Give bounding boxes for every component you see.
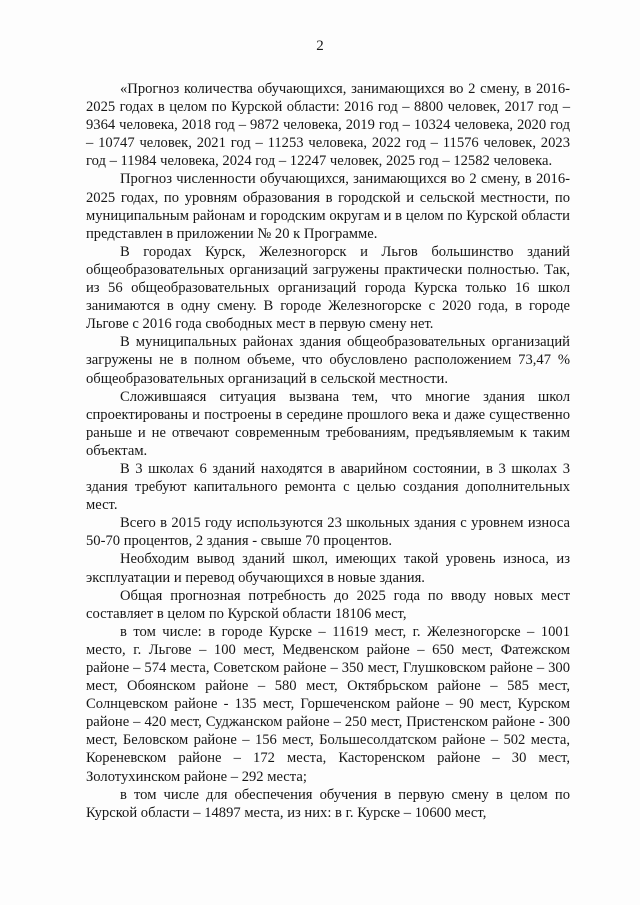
paragraph-total-need: Общая прогнозная потребность до 2025 года по вводу новых мест составляет в целом по Курской области 18106 мест, — [86, 587, 570, 622]
document-body — [86, 80, 570, 822]
paragraph-emergency-buildings: В 3 школах 6 зданий находятся в аварийном состоянии, в 3 школах 3 здания требуют капитального ремонта с целью создания дополнительных мест. — [86, 460, 570, 514]
paragraph-situation-cause: Сложившаяся ситуация вызвана тем, что многие здания школ спроектированы и построены в середине прошлого века и даже существенно раньше и не отвечают современным требованиям, предъявляемым к таким объектам. — [86, 388, 570, 459]
paragraph-wear-level: Всего в 2015 году используются 23 школьных здания с уровнем износа 50-70 процентов, 2 здания - свыше 70 процентов. — [86, 515, 570, 550]
paragraph-first-shift-need: в том числе для обеспечения обучения в первую смену в целом по Курской области – 14897 места, из них: в г. Курске – 10600 мест, — [86, 786, 570, 821]
paragraph-decommission: Необходим вывод зданий школ, имеющих такой уровень износа, из эксплуатации и перевод обучающихся в новые здания. — [86, 551, 570, 586]
paragraph-districts-load: В муниципальных районах здания общеобразовательных организаций загружены не в полном объеме, что обусловлено расположением 73,47 % общеобразовательных организаций в сельской местности. — [86, 334, 570, 387]
paragraph-cities-load: В городах Курск, Железногорск и Льгов большинство зданий общеобразовательных организаций загружены практически полностью. Так, из 56 общеобразовательных организаций города Курска только 16 школ занимаются в одну смену. В городе Железногорске с 2020 года, в городе Льгове с 2016 года свободных мест в первую смену нет. — [86, 243, 570, 333]
paragraph-forecast-by-level: Прогноз численности обучающихся, занимающихся во 2 смену, в 2016-2025 годах, по уровням образования в городской и сельской местности, по муниципальным районам и городским округам и в целом по Курской области представлен в приложении № 20 к Программе. — [86, 171, 570, 242]
page-number: 2 — [316, 38, 324, 54]
paragraph-need-by-district: в том числе: в городе Курске – 11619 мест, г. Железногорске – 1001 место, г. Льгове – 100 мест, Медвенском районе – 650 мест, Фатежском районе – 574 места, Советском районе – 350 мест, Глушковском районе – 300 мест, Обоянском районе – 580 мест, Октябрьском районе – 585 мест, Солнцевском районе - 135 мест, Горшеченском районе – 90 мест, Курском районе – 420 мест, Суджанском районе – 250 мест, Пристенском районе - 300 мест, Беловском районе – 156 мест, Большесолдатском районе – 502 места, Кореневском районе – 172 места, Касторенском районе – 30 мест, Золотухинском районе – 292 места; — [86, 623, 570, 785]
paragraph-forecast-second-shift: «Прогноз количества обучающихся, занимающихся во 2 смену, в 2016-2025 годах в целом по Курской области: 2016 год – 8800 человек, 2017 год – 9364 человека, 2018 год – 9872 человека, 2019 год – 10324 человека, 2020 год – 10747 человек, 2021 год – 11253 человека, 2022 год – 11576 человек, 2023 год – 11984 человека, 2024 год – 12247 человек, 2025 год – 12582 человека. — [86, 81, 570, 170]
